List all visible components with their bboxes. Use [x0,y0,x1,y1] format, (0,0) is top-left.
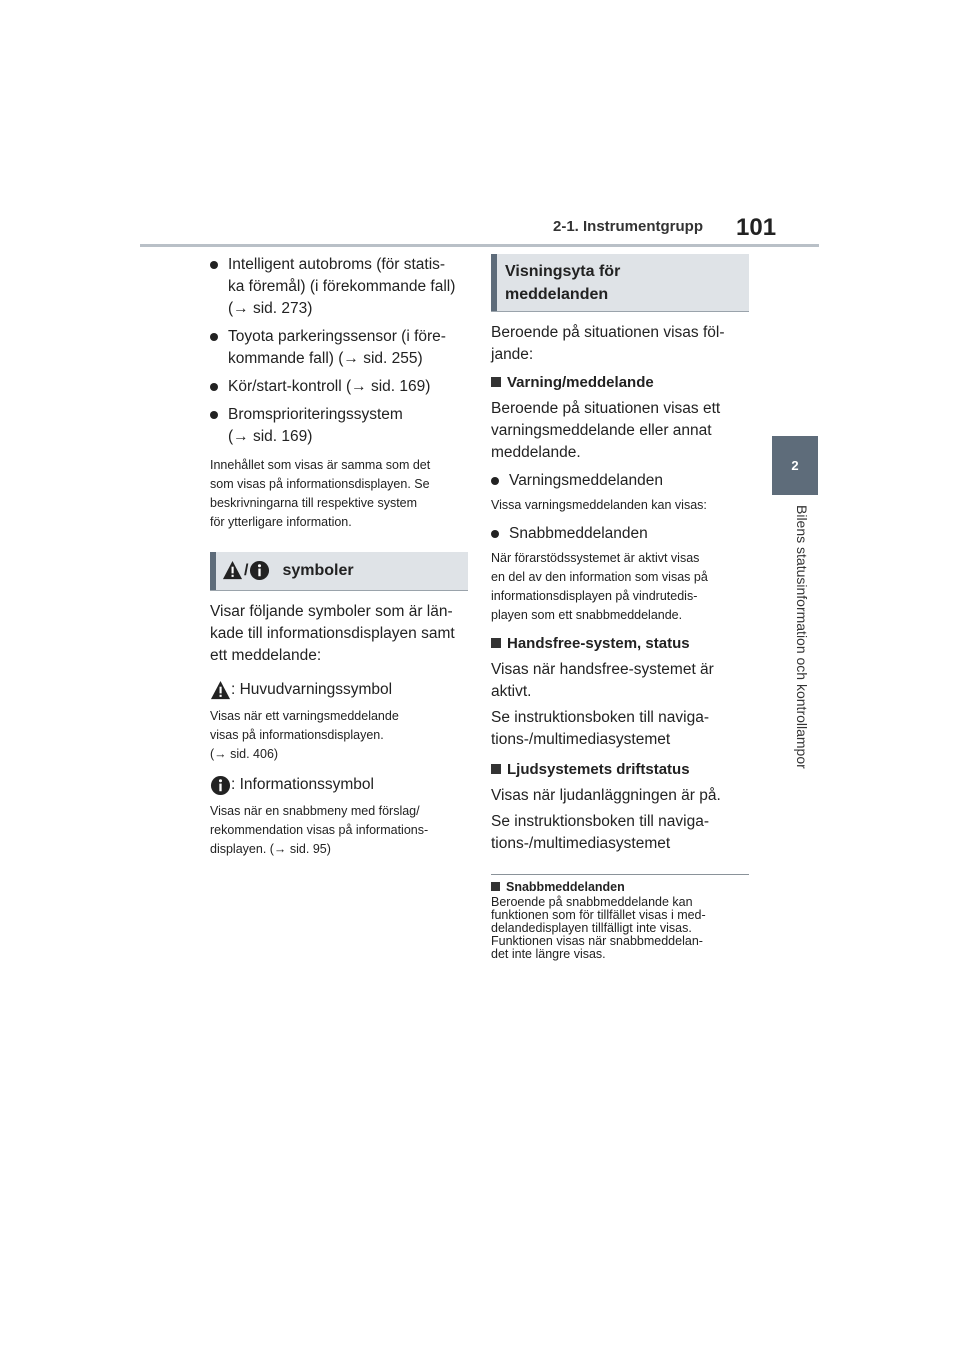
subheading-audio: Ljudsystemets driftstatus [491,759,751,781]
symbols-intro: Visar följande symboler som är län- kade till informationsdisplayen samt ett meddelande: [210,603,455,664]
left-column [210,254,470,859]
audio-text: Visas när ljudanläggningen är på. [491,787,721,804]
handsfree-text: Visas när handsfree-systemet är aktivt. [491,661,714,700]
footnote-heading: Snabbmeddelanden [491,881,751,894]
bullet-icon [210,261,218,269]
list-item: Varningsmeddelanden [491,470,751,492]
section-title: meddelanden [505,286,609,303]
section-accent-bar [491,254,497,311]
handsfree-reference: Se instruktionsboken till naviga- tions-/multimediasystemet [491,709,709,748]
chapter-title: Bilens statusinformation och kontrollampor [794,505,810,769]
header-rule [140,244,819,247]
bullet-note: Vissa varningsmeddelanden kan visas: [491,498,707,512]
list-item: Bromsprioriteringssystem (→ sid. 169) [210,404,470,448]
square-bullet-icon [491,638,501,648]
bullet-icon [491,477,499,485]
bullet-icon [210,411,218,419]
warning-symbol-row [210,679,470,701]
info-symbol-desc: Visas när en snabbmeny med förslag/ rekommendation visas på informations- displayen. (→ sid. 95) [210,804,429,856]
icon-separator: / [244,561,249,579]
info-icon [249,560,270,581]
chapter-tab: 2 [772,436,818,495]
square-bullet-icon [491,764,501,774]
list-item: Kör/start-kontroll (→ sid. 169) [210,376,470,398]
bullet-icon [210,383,218,391]
bullet-note: När förarstödssystemet är aktivt visas en del av den information som visas på informationsdisplayen på vindrutedis- playen som ett snabbmeddelande. [491,551,708,622]
section-header: 2-1. Instrumentgrupp [553,218,704,235]
right-column [491,254,751,961]
info-symbol-label: : Informationssymbol [231,776,374,793]
warning-symbol-desc: Visas när ett varningsmeddelande visas på informationsdisplayen. (→ sid. 406) [210,709,399,761]
square-bullet-icon [491,377,501,387]
message-area-section-header [491,254,749,312]
warning-icon [210,680,231,701]
warning-icon [222,560,243,581]
square-bullet-icon [491,882,500,891]
section-title: symboler [282,561,354,579]
list-item: Intelligent autobroms (för statis- ka föremål) (i förekommande fall) (→ sid. 273) [210,254,470,320]
subheading-warning: Varning/meddelande [491,372,751,394]
section-title: Visningsyta för [505,263,621,280]
page-number: 101 [736,214,777,241]
audio-reference: Se instruktionsboken till naviga- tions-/multimediasystemet [491,813,709,852]
subheading-handsfree: Handsfree-system, status [491,633,751,655]
warning-symbol-label: : Huvudvarningssymbol [231,681,393,698]
footnote-text: Beroende på snabbmeddelande kan funktionen som för tillfället visas i med- delandedisplayen tillfälligt inte visas. Funktionen visas när snabbmeddelan- det inte längre visas. [491,895,706,961]
info-symbol-row [210,774,470,796]
section-accent-bar [210,552,216,590]
warning-text: Beroende på situationen visas ett varningsmeddelande eller annat meddelande. [491,400,721,461]
info-icon [210,775,231,796]
footnote-rule [491,874,749,875]
list-item: Snabbmeddelanden [491,523,751,545]
bullet-icon [491,530,499,538]
symbols-section-header [210,552,468,591]
list-item: Toyota parkeringssensor (i före- kommande fall) (→ sid. 255) [210,326,470,370]
bullet-icon [210,333,218,341]
message-area-intro: Beroende på situationen visas föl- jande: [491,324,725,363]
info-note: Innehållet som visas är samma som det som visas på informationsdisplayen. Se beskrivningarna till respektive system för ytterligare information. [210,458,431,529]
